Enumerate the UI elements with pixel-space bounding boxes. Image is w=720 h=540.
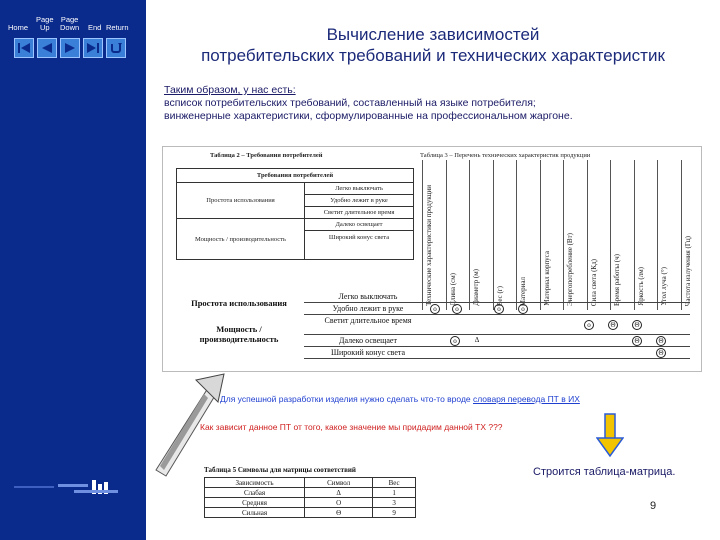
matrix-row-label: Широкий конус света bbox=[330, 348, 406, 357]
table3-column bbox=[422, 160, 433, 310]
table5-symbols bbox=[204, 466, 416, 518]
table3-column bbox=[587, 160, 598, 310]
table3-column bbox=[610, 160, 621, 310]
table5-cell: Δ bbox=[305, 488, 373, 498]
table-row bbox=[205, 488, 416, 498]
table5-cell: Θ bbox=[305, 508, 373, 518]
table3-column-label: Энергопотребление (Вт) bbox=[566, 233, 574, 306]
table3-column-label: Сила света (Кд) bbox=[589, 258, 598, 306]
strong-symbol: Θ bbox=[608, 320, 618, 330]
strong-symbol: Θ bbox=[656, 336, 666, 346]
intro-bullet-1: всписок потребительских требований, составленный на языке потребителя; bbox=[164, 97, 536, 109]
table3-column bbox=[469, 160, 480, 310]
table5-cell: 1 bbox=[373, 488, 416, 498]
note-question: Как зависит данное ПТ от того, какое значение мы придадим данной ТХ ??? bbox=[200, 422, 503, 432]
nav-end-label[interactable]: End bbox=[88, 23, 102, 32]
table3-column-label: Угол луча (°) bbox=[660, 267, 668, 306]
page-down-button[interactable] bbox=[60, 38, 80, 58]
table3-column bbox=[563, 160, 574, 310]
relationship-matrix bbox=[176, 292, 690, 364]
table3-column bbox=[681, 160, 692, 310]
nav-page-down-label[interactable]: Page Down bbox=[60, 15, 80, 32]
dictionary-link[interactable]: словаря перевода ПТ в ИХ bbox=[473, 394, 580, 404]
table5-cell: 9 bbox=[373, 508, 416, 518]
arrow-left-icon bbox=[40, 41, 54, 55]
matrix-group-2: Мощность / производительность bbox=[199, 324, 279, 344]
table5-header: Вес bbox=[373, 478, 416, 488]
table3-column bbox=[516, 160, 527, 310]
intro-heading: Таким образом, у нас есть: bbox=[164, 84, 296, 96]
arrow-right-icon bbox=[63, 41, 77, 55]
table3-column-label: Длина (см) bbox=[448, 273, 457, 306]
matrix-row-line bbox=[304, 358, 690, 370]
table2-group-2: Мощность / производительность bbox=[177, 219, 305, 259]
strong-symbol: Θ bbox=[656, 348, 666, 358]
matrix-row-label: Далеко освещает bbox=[339, 336, 397, 345]
title-line-2: потребительских требований и технических характеристик bbox=[201, 46, 665, 65]
table3-column bbox=[540, 160, 551, 310]
table2-requirements bbox=[176, 168, 414, 260]
table5-cell: Слабая bbox=[205, 488, 305, 498]
return-button[interactable] bbox=[106, 38, 126, 58]
matrix-group-1: Простота использования bbox=[191, 298, 287, 308]
symbols-table bbox=[204, 477, 416, 518]
table3-column-label: Диаметр (м) bbox=[472, 269, 480, 306]
table3-column-label: Частота излучения (Гц) bbox=[683, 235, 692, 306]
first-page-icon bbox=[17, 41, 31, 55]
nav-return-label[interactable]: Return bbox=[106, 23, 129, 32]
table5-cell: Средняя bbox=[205, 498, 305, 508]
table2-item: Далеко освещает bbox=[305, 219, 413, 231]
table2-item: Удобно лежит в руке bbox=[305, 195, 413, 207]
table3-column-label: Материал bbox=[519, 276, 527, 306]
nav-home-label[interactable]: Home bbox=[8, 23, 29, 32]
matrix-row-label: Легко выключать bbox=[338, 292, 398, 301]
end-button[interactable] bbox=[83, 38, 103, 58]
intro-bullet-2: винженерные характеристики, сформулированные на профессиональном жаргоне. bbox=[164, 110, 573, 122]
table2-item: Широкий конус света bbox=[328, 233, 390, 241]
table-row bbox=[205, 508, 416, 518]
table3-column bbox=[634, 160, 645, 310]
table3-column-label: Вес (г) bbox=[495, 285, 504, 306]
medium-symbol: o bbox=[584, 320, 594, 330]
table3-column bbox=[657, 160, 668, 310]
table3-column bbox=[493, 160, 504, 310]
left-sidebar bbox=[0, 0, 146, 540]
table3-column bbox=[446, 160, 457, 310]
weak-symbol: Δ bbox=[474, 336, 480, 344]
strong-symbol: o bbox=[430, 304, 440, 314]
medium-symbol: o bbox=[452, 304, 462, 314]
matrix-row-label: Удобно лежит в руке bbox=[332, 304, 404, 313]
medium-symbol: o bbox=[518, 304, 528, 314]
note1-text: Для успешной разработки изделия нужно сделать что-то вроде bbox=[220, 394, 473, 404]
page-title bbox=[146, 24, 720, 66]
matrix-row-line bbox=[304, 346, 690, 358]
table2-item: Светит длительное время bbox=[305, 207, 413, 219]
sidebar-decor-pattern bbox=[14, 480, 124, 498]
table3-caption: Таблица 3 – Перечень технических характеристик продукции bbox=[420, 152, 591, 159]
table5-header: Символ bbox=[305, 478, 373, 488]
page-number: 9 bbox=[650, 500, 657, 512]
table5-cell: O bbox=[305, 498, 373, 508]
builds-matrix-text: Строится таблица-матрица. bbox=[533, 466, 676, 478]
return-icon bbox=[109, 41, 123, 55]
table2-item: Легко выключать bbox=[305, 183, 413, 195]
table5-caption: Таблица 5 Символы для матрицы соответствий bbox=[204, 466, 356, 474]
table5-cell: Сильная bbox=[205, 508, 305, 518]
down-arrow-icon bbox=[596, 412, 624, 458]
table-row bbox=[205, 498, 416, 508]
nav-page-up-label[interactable]: Page Up bbox=[36, 15, 54, 32]
table2-group-1: Простота использования bbox=[177, 183, 305, 219]
table5-cell: 3 bbox=[373, 498, 416, 508]
table2-header: Требования потребителей bbox=[177, 169, 413, 183]
medium-symbol: o bbox=[494, 304, 504, 314]
table3-column-label: Технические характеристики продукции bbox=[425, 185, 433, 306]
medium-symbol: o bbox=[450, 336, 460, 346]
intro-block bbox=[164, 84, 573, 123]
matrix-row-label: Светит длительное время bbox=[324, 316, 412, 325]
table2-caption: Таблица 2 – Требования потребителей bbox=[210, 152, 323, 159]
table3-column-label: Материал корпуса bbox=[542, 251, 551, 306]
last-page-icon bbox=[86, 41, 100, 55]
home-button[interactable] bbox=[14, 38, 34, 58]
page-up-button[interactable] bbox=[37, 38, 57, 58]
note-translation bbox=[220, 394, 580, 404]
title-line-1: Вычисление зависимостей bbox=[326, 25, 540, 44]
table3-column-label: Время работы (ч) bbox=[613, 254, 621, 306]
table3-column-label: Яркость (лм) bbox=[636, 267, 645, 306]
strong-symbol: Θ bbox=[632, 320, 642, 330]
strong-symbol: Θ bbox=[632, 336, 642, 346]
table5-header: Зависимость bbox=[205, 478, 305, 488]
